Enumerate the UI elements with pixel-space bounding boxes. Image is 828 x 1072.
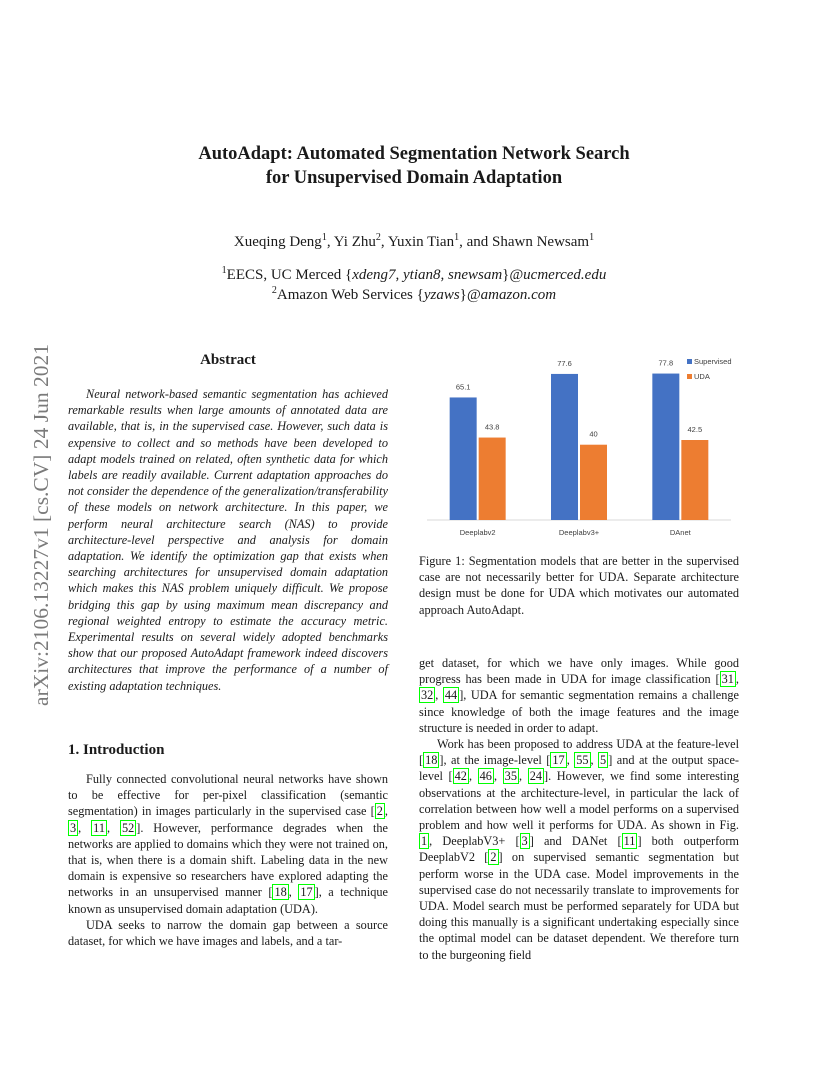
text-run: ], at the image-level [ (439, 753, 551, 768)
category-tick-label: Deeplabv3+ (558, 528, 600, 537)
author-affil-mark: 1 (589, 232, 595, 243)
citation-link[interactable]: 2 (490, 850, 497, 865)
brace: { (416, 287, 424, 303)
figure-1-chart (419, 352, 739, 542)
citation-link[interactable]: 2 (376, 804, 383, 819)
citation-link[interactable]: 18 (274, 885, 287, 900)
section-heading-introduction: 1. Introduction (68, 742, 165, 758)
text-run: ] and DANet [ (529, 834, 622, 849)
affiliation-1 (60, 265, 768, 285)
category-tick-label: Deeplabv2 (459, 528, 496, 537)
email-names: yzaws (423, 287, 460, 303)
citation-link[interactable]: 11 (623, 834, 636, 849)
figure-link[interactable]: 1 (421, 834, 428, 849)
text-run: get dataset, for which we have only images. While good progress has been made in UDA for image classification [ (419, 656, 739, 687)
abstract-heading: Abstract (200, 352, 256, 368)
right-column-body (419, 655, 739, 963)
legend-swatch-uda (687, 374, 692, 379)
citation-link[interactable]: 18 (425, 753, 438, 768)
text-run: Work has been proposed to address UDA at the feature-level [ (419, 737, 739, 768)
legend-label-supervised: Supervised (694, 357, 732, 366)
intro-paragraph-1: Fully connected convolutional neural networks have shown to be effective for per-pixel classification (semantic segmentation) in images particularly in the supervised case [ 2 , 3 , 11 , 52 ]. However, performance degrades when the networks are applied to domains which they were not trained on, that is, when there is a domain shift. Labeling data in the new domain is expensive so researchers have explored adapting the networks in an unsupervised manner [ 18 , 17 ], a technique known as unsupervised domain adaptation (UDA). (68, 772, 388, 916)
brace: } (502, 267, 510, 283)
citation-link[interactable]: 5 (600, 753, 607, 768)
author-list: Xueqing Deng$^1$, Yi Zhu$^2$, Yuxin Tian$^1$, and Shawn Newsam$^1$ (233, 232, 595, 250)
category-tick-label: DAnet (669, 528, 691, 537)
arxiv-stamp-text: arXiv:2106.13227v1 [cs.CV] 24 Jun 2021 (29, 344, 53, 706)
citation-link[interactable]: 55 (576, 753, 589, 768)
author-affil-mark: 1 (321, 232, 327, 243)
affil-mark: 2 (271, 285, 277, 296)
citation-link[interactable]: 35 (504, 769, 517, 784)
author-name: Shawn Newsam (492, 234, 590, 250)
legend-label-uda: UDA (694, 372, 710, 381)
text-run: , DeeplabV3+ [ (429, 834, 520, 849)
citation-link[interactable]: 11 (93, 820, 105, 835)
email-domain: @ucmerced.edu (509, 267, 607, 283)
author-affil-mark: 2 (375, 232, 381, 243)
author-name: Yuxin Tian (387, 234, 455, 250)
citation-link[interactable]: 46 (479, 769, 492, 784)
citation-link[interactable]: 52 (121, 820, 135, 835)
affil-org: Amazon Web Services (276, 287, 417, 303)
text-run: ], UDA for semantic segmentation remains a challenge since knowledge of both the image features and the image structure is needed in order to adapt. (419, 688, 739, 735)
introduction-body (68, 771, 388, 949)
citation-link[interactable]: 17 (552, 753, 565, 768)
bar-supervised-danet (652, 374, 679, 520)
paper-title (60, 142, 768, 190)
text-run: ] and at the output space-level [ (419, 753, 740, 784)
citation-link[interactable]: 31 (721, 672, 734, 687)
bar-value-label: 65.1 (455, 382, 471, 392)
title-line-1: AutoAdapt: Automated Segmentation Network Search (198, 144, 630, 164)
citation-link[interactable]: 24 (529, 769, 542, 784)
text-run: ]. However, we find some interesting observations at the architecture-level, in particular the lack of correlation between how well a model performs on a supervised problem and how well it performs for UDA. As shown in Fig. (419, 769, 739, 833)
citation-link[interactable]: 3 (70, 820, 77, 835)
bar-value-label: 77.8 (658, 358, 674, 368)
right-paragraph-2: Work has been proposed to address UDA at the feature-level [ 18 ], at the image-level [ 17 , 55 , 5 ] and at the output space-level [ 42 , 46 , 35 , 24 ]. However, we find some interesting observations at the architecture-level, in particular the lack of correlation between how well a model performs on a supervised problem and how well it performs for UDA. As shown in Fig. 1 , DeeplabV3+ [ 3 ] and DANet [ 11 ] both outperform DeeplabV2 [ 2 ] on supervised semantic segmentation but perform worse in the UDA case. Model improvements in the supervised case do not necessarily translate to improvements for UDA. Model search must be performed separately for UDA but doing this manually is a significant undertaking especially since the optimal model can be dataset dependent. We therefore turn to the burgeoning field (419, 737, 740, 962)
citation-link[interactable]: 3 (521, 834, 528, 849)
bar-uda-deeplabv2 (479, 438, 506, 520)
bar-value-label: 43.8 (484, 422, 500, 432)
legend-swatch-supervised (687, 359, 692, 364)
citation-link[interactable]: 17 (300, 885, 313, 900)
email-names: xdeng7, ytian8, snewsam (352, 267, 503, 283)
bar-uda-danet (681, 440, 708, 520)
figure-1-caption: Figure 1: Segmentation models that are better in the supervised case are not necessarily better for UDA. Separate architecture design must be done for UDA which motivates our automated approach AutoAdapt. (419, 554, 739, 617)
abstract-text: Neural network-based semantic segmentation has achieved remarkable results when large amounts of annotated data are available, that is, in the supervised case. However, such data is expensive to collect and so methods have been developed to adapt models trained on related, often synthetic data for which labels are readily available. Current adaptation approaches do not consider the dependence of the generalization/transferability of these models on network architecture. In this paper, we perform neural architecture search (NAS) to provide architecture-level perspective and analysis for domain adaptation. We identify the optimization gap that exists when searching architectures for unsupervised domain adaptation which makes this NAS problem uniquely difficult. We propose bridging this gap by using maximum mean discrepancy and regional weighted entropy to estimate the accuracy metric. Experimental results on several widely adopted benchmarks show that our proposed AutoAdapt framework indeed discovers architectures that improve the performance of a number of existing adaptation techniques. (68, 387, 388, 693)
citation-link[interactable]: 42 (454, 769, 467, 784)
title-line-2: for Unsupervised Domain Adaptation (265, 168, 563, 188)
arxiv-stamp (18, 290, 58, 760)
affil-org: EECS, UC Merced (226, 267, 345, 283)
affiliations (60, 265, 768, 305)
author-name: Yi Zhu (333, 234, 376, 250)
brace: { (344, 267, 353, 283)
bar-supervised-deeplabv3 (551, 374, 578, 520)
citation-link[interactable]: 44 (444, 688, 458, 703)
bar-value-label: 40 (589, 429, 598, 439)
brace: } (459, 287, 467, 303)
text-run: ] on supervised semantic segmentation but perform worse in the UDA case. Model improvements in the supervised case do not necessarily translate to improvements for UDA. Model search must be performed separately for UDA but doing this manually is a significant undertaking especially since the optimal model can be dataset dependent. We therefore turn to the burgeoning field (419, 850, 739, 962)
affiliation-2 (60, 285, 768, 305)
author-affil-mark: 1 (454, 232, 460, 243)
citation-link[interactable]: 32 (421, 688, 434, 703)
right-paragraph-1: get dataset, for which we have only images. While good progress has been made in UDA for image classification [ 31 , 32 , 44 ], UDA for semantic segmentation remains a challenge since knowledge of both the image features and the image structure is needed in order to adapt. (419, 656, 739, 735)
email-domain: @amazon.com (466, 287, 557, 303)
intro-paragraph-2: UDA seeks to narrow the domain gap between a source dataset, for which we have images and labels, and a tar- (68, 917, 388, 949)
bar-value-label: 77.6 (557, 358, 572, 368)
bar-value-label: 42.5 (687, 425, 703, 434)
affil-mark: 1 (221, 265, 227, 276)
bar-chart (419, 352, 739, 542)
bar-uda-deeplabv3 (580, 445, 607, 520)
author-name: Xueqing Deng (233, 234, 322, 250)
text-run: Fully connected convolutional neural networks have shown to be effective for per-pixel classification (semantic segmentation) in images particularly in the supervised case [ (68, 772, 388, 819)
bar-supervised-deeplabv2 (450, 397, 477, 520)
text-run: ]. However, performance degrades when the networks are applied to domains which they were not trained on, that is, when there is a domain shift. Labeling data in the new domain is expensive so researchers have explored adapting the networks in an unsupervised manner [ (68, 820, 388, 900)
text-run: ] both outperform DeeplabV2 [ (419, 834, 739, 865)
text-run: ], a technique known as unsupervised domain adaptation (UDA). (68, 885, 388, 916)
